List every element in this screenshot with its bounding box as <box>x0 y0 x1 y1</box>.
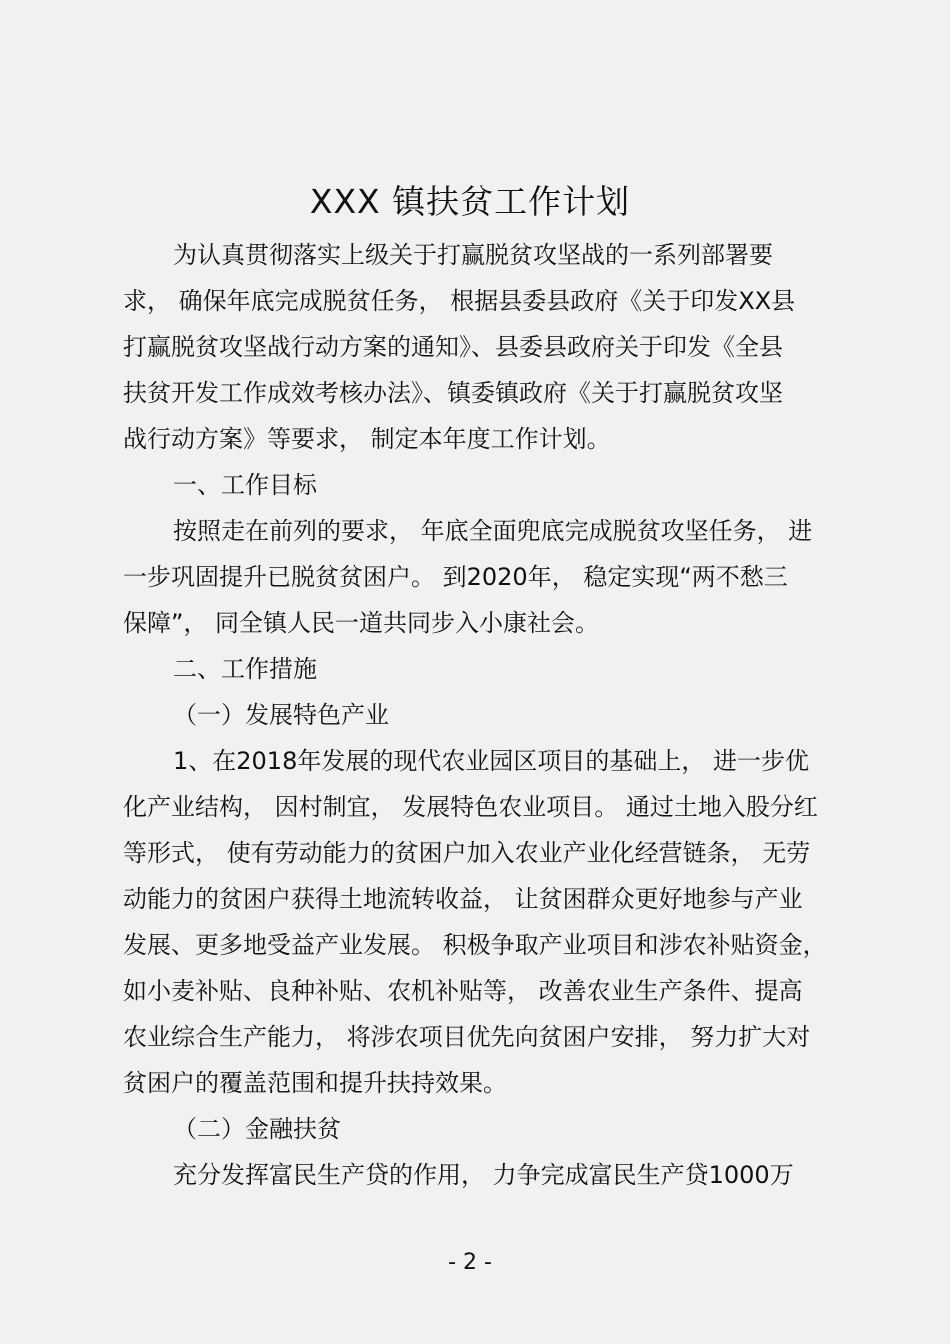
paragraph-line: 发展、更多地受益产业发展。 积极争取产业项目和涉农补贴资金， <box>123 931 827 959</box>
document-title: XXX 镇扶贫工作计划 <box>309 182 631 221</box>
subsection-heading: （二）金融扶贫 <box>173 1115 341 1143</box>
paragraph-line: 求， 确保年底完成脱贫任务， 根据县委县政府《关于印发XX县 <box>123 287 796 315</box>
paragraph-line: 贫困户的覆盖范围和提升扶持效果。 <box>123 1069 507 1097</box>
page-number: - 2 - <box>448 1250 492 1275</box>
paragraph-line: 为认真贯彻落实上级关于打赢脱贫攻坚战的一系列部署要 <box>173 241 773 269</box>
paragraph-line: 充分发挥富民生产贷的作用， 力争完成富民生产贷1000万 <box>173 1161 794 1189</box>
paragraph-line: 保障”， 同全镇人民一道共同步入小康社会。 <box>123 609 600 637</box>
paragraph-line: 扶贫开发工作成效考核办法》、镇委镇政府《关于打赢脱贫攻坚 <box>123 379 783 407</box>
subsection-heading: （一）发展特色产业 <box>173 701 389 729</box>
section-heading: 二、工作措施 <box>173 655 317 683</box>
paragraph-line: 如小麦补贴、良种补贴、农机补贴等， 改善农业生产条件、提高 <box>123 977 803 1005</box>
section-heading: 一、工作目标 <box>173 471 317 499</box>
paragraph-line: 动能力的贫困户获得土地流转收益， 让贫困群众更好地参与产业 <box>123 885 803 913</box>
paragraph-line: 农业综合生产能力， 将涉农项目优先向贫困户安排， 努力扩大对 <box>123 1023 811 1051</box>
paragraph-line: 打赢脱贫攻坚战行动方案的通知》、县委县政府关于印发《全县 <box>123 333 783 361</box>
paragraph-line: 按照走在前列的要求， 年底全面兜底完成脱贫攻坚任务， 进 <box>173 517 813 545</box>
paragraph-line: 一步巩固提升已脱贫贫困户。 到2020年， 稳定实现“两不愁三 <box>123 563 788 591</box>
paragraph-line: 战行动方案》等要求， 制定本年度工作计划。 <box>123 425 611 453</box>
paragraph-line: 等形式， 使有劳动能力的贫困户加入农业产业化经营链条， 无劳 <box>123 839 811 867</box>
paragraph-line: 1、在2018年发展的现代农业园区项目的基础上， 进一步优 <box>173 747 809 775</box>
paragraph-line: 化产业结构， 因村制宜， 发展特色农业项目。 通过土地入股分红 <box>123 793 818 821</box>
